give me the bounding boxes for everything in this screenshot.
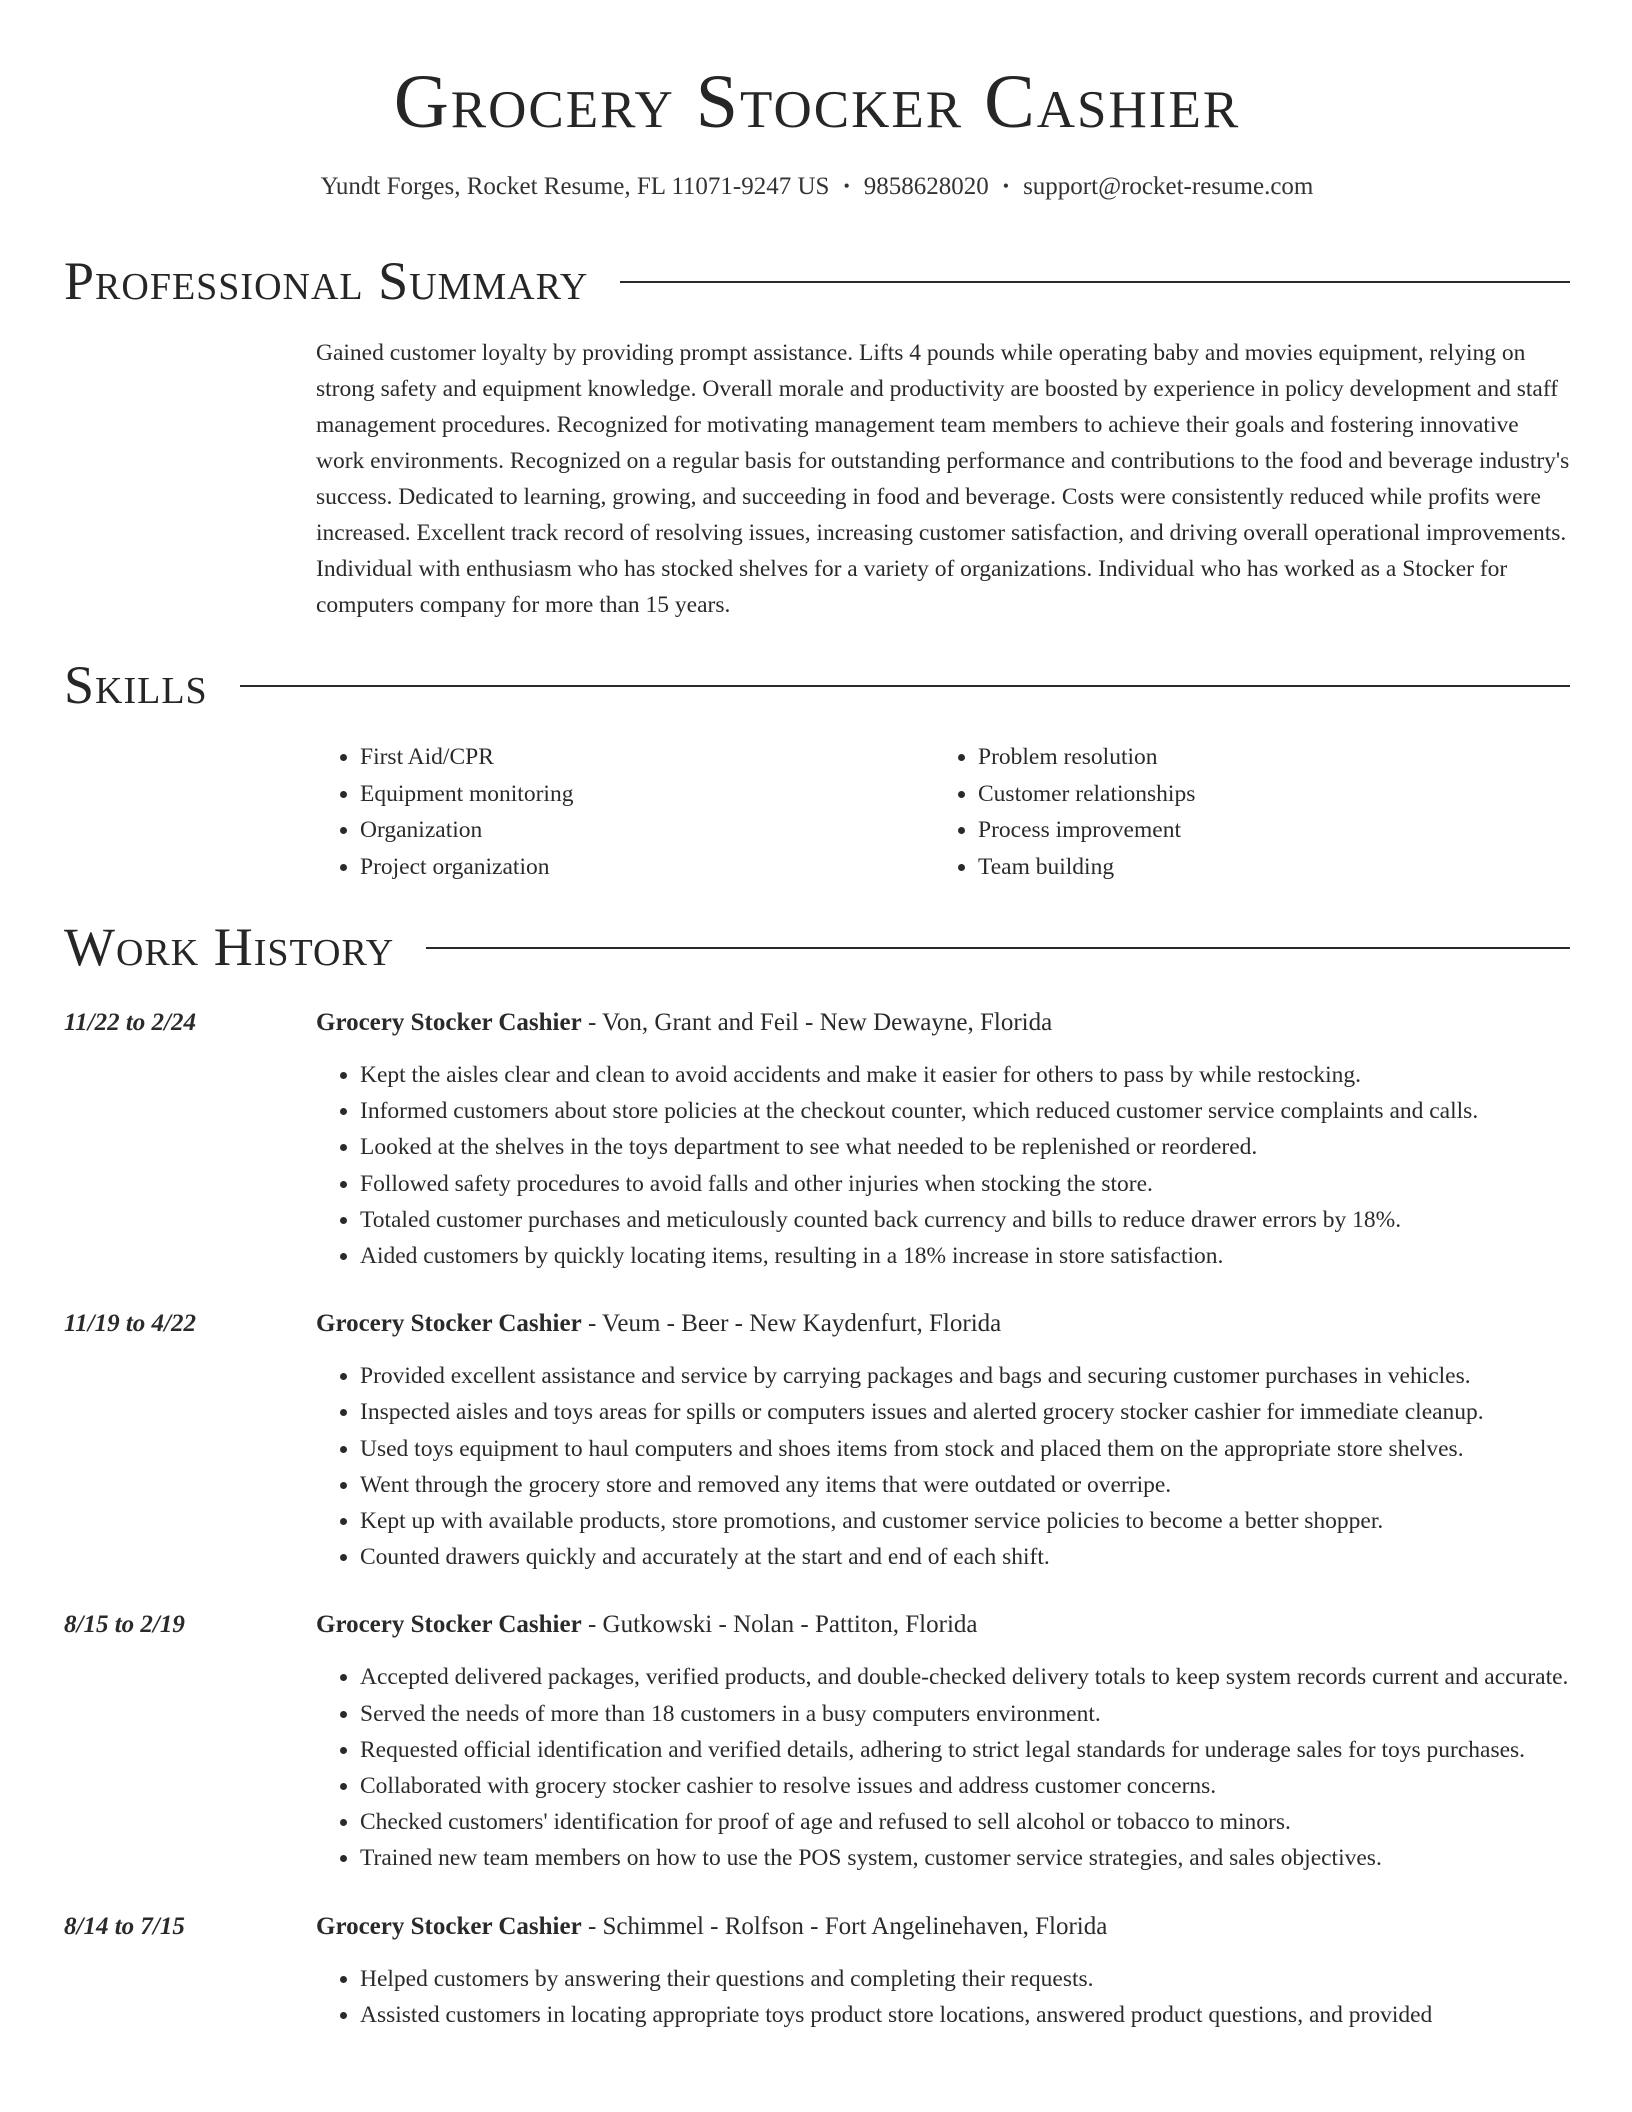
- job-entry: [64, 1306, 1570, 1575]
- skill-item: • Problem resolution: [978, 739, 1552, 776]
- job-bullet: • Looked at the shelves in the toys department to see what needed to be replenished or reordered.: [360, 1129, 1570, 1165]
- skill-item: • Team building: [978, 849, 1552, 886]
- job-dates: 11/19 to 4/22: [64, 1310, 196, 1338]
- job-bullet: • Kept up with available products, store promotions, and customer service policies to become a better shopper.: [360, 1503, 1570, 1539]
- skill-item: • Equipment monitoring: [360, 776, 934, 813]
- contact-separator: •: [843, 176, 850, 196]
- job-employer: - Schimmel - Rolfson - Fort Angelinehaven, Florida: [581, 1912, 1108, 1940]
- skill-item: • Organization: [360, 812, 934, 849]
- job-bullet: • Used toys equipment to haul computers and shoes items from stock and placed them on the appropriate store shelves.: [360, 1431, 1570, 1467]
- job-entry: [64, 1607, 1570, 1876]
- job-bullet: • Kept the aisles clear and clean to avoid accidents and make it easier for others to pass by while restocking.: [360, 1057, 1570, 1093]
- job-bullet: • Checked customers' identification for proof of age and refused to sell alcohol or tobacco to minors.: [360, 1804, 1570, 1840]
- work-heading: Work History: [64, 917, 395, 977]
- job-entry: [64, 1005, 1570, 1274]
- job-bullet: • Totaled customer purchases and meticulously counted back currency and bills to reduce drawer errors by 18%.: [360, 1202, 1570, 1238]
- job-bullet: • Followed safety procedures to avoid falls and other injuries when stocking the store.: [360, 1166, 1570, 1202]
- job-bullet: • Requested official identification and verified details, adhering to strict legal standards for underage sales for toys purchases.: [360, 1732, 1570, 1768]
- job-bullet: • Trained new team members on how to use the POS system, customer service strategies, and sales objectives.: [360, 1840, 1570, 1876]
- skill-item: • Process improvement: [978, 812, 1552, 849]
- work-section-heading: [64, 915, 1570, 979]
- job-bullet: • Helped customers by answering their questions and completing their requests.: [360, 1961, 1570, 1997]
- job-title: Grocery Stocker Cashier: [316, 1912, 582, 1940]
- section-divider: [620, 281, 1570, 283]
- section-divider: [240, 685, 1570, 687]
- job-employer: - Gutkowski - Nolan - Pattiton, Florida: [581, 1611, 978, 1639]
- job-bullets: [316, 1057, 1570, 1274]
- job-bullet: • Inspected aisles and toys areas for spills or computers issues and alerted grocery stocker cashier for immediate cleanup.: [360, 1394, 1570, 1430]
- job-employer: - Von, Grant and Feil - New Dewayne, Florida: [581, 1009, 1053, 1036]
- job-bullet: • Collaborated with grocery stocker cashier to resolve issues and address customer concerns.: [360, 1768, 1570, 1804]
- job-bullet: • Counted drawers quickly and accurately at the start and end of each shift.: [360, 1539, 1570, 1575]
- job-dates: 11/22 to 2/24: [64, 1009, 196, 1036]
- job-dates: 8/15 to 2/19: [64, 1611, 185, 1639]
- summary-section-heading: [64, 249, 1570, 313]
- job-bullets: [316, 1961, 1570, 2033]
- skill-item: • First Aid/CPR: [360, 739, 934, 776]
- job-bullet: • Informed customers about store policies at the checkout counter, which reduced customer service complaints and calls.: [360, 1093, 1570, 1129]
- job-bullet: • Went through the grocery store and removed any items that were outdated or overripe.: [360, 1467, 1570, 1503]
- job-bullet: • Assisted customers in locating appropriate toys product store locations, answered product questions, and provided: [360, 1997, 1570, 2033]
- skills-column-1: [316, 739, 934, 885]
- skills-list: [316, 739, 1570, 885]
- job-bullet: • Accepted delivered packages, verified products, and double-checked delivery totals to keep system records current and accurate.: [360, 1659, 1570, 1695]
- job-title: Grocery Stocker Cashier: [316, 1310, 582, 1338]
- skills-heading: Skills: [64, 655, 208, 715]
- job-title-line: [316, 1306, 1570, 1342]
- section-divider: [426, 947, 1570, 949]
- job-bullet: • Provided excellent assistance and service by carrying packages and bags and securing customer purchases in vehicles.: [360, 1358, 1570, 1394]
- job-title-line: [316, 1607, 1570, 1643]
- job-bullet: • Aided customers by quickly locating items, resulting in a 18% increase in store satisfaction.: [360, 1238, 1570, 1274]
- contact-phone[interactable]: 9858628020: [863, 173, 989, 200]
- job-bullets: [316, 1358, 1570, 1575]
- job-title-line: [316, 1005, 1570, 1041]
- summary-text: Gained customer loyalty by providing prompt assistance. Lifts 4 pounds while operating baby and movies equipment, relying on strong safety and equipment knowledge. Overall morale and productivity are boosted by experience in policy development and staff management procedures. Recognized for motivating management team members to achieve their goals and fostering innovative work environments. Recognized on a regular basis for outstanding performance and contributions to the food and beverage industry's success. Dedicated to learning, growing, and succeeding in food and beverage. Costs were consistently reduced while profits were increased. Excellent track record of resolving issues, increasing customer satisfaction, and driving overall operational improvements. Individual with enthusiasm who has stocked shelves for a variety of organizations. Individual who has worked as a Stocker for computers company for more than 15 years.: [316, 340, 1570, 618]
- skill-item: • Project organization: [360, 849, 934, 886]
- job-title-line: [316, 1909, 1570, 1945]
- contact-separator: •: [1002, 176, 1010, 196]
- job-dates: 8/14 to 7/15: [64, 1912, 185, 1940]
- job-title: Grocery Stocker Cashier: [316, 1009, 582, 1036]
- job-entry: [64, 1909, 1570, 2033]
- summary-heading: Professional Summary: [64, 251, 589, 311]
- resume-page: [64, 0, 1570, 2033]
- contact-address: Yundt Forges, Rocket Resume, FL 11071-9247 US: [320, 173, 830, 200]
- contact-email[interactable]: support@rocket-resume.com: [1023, 173, 1314, 200]
- resume-name: Grocery Stocker Cashier: [393, 60, 1241, 144]
- summary-body: [316, 335, 1570, 623]
- contact-line: [64, 170, 1570, 203]
- skills-column-2: [934, 739, 1552, 885]
- job-employer: - Veum - Beer - New Kaydenfurt, Florida: [581, 1310, 1002, 1338]
- job-title: Grocery Stocker Cashier: [316, 1611, 582, 1639]
- job-bullet: • Served the needs of more than 18 customers in a busy computers environment.: [360, 1696, 1570, 1732]
- skill-item: • Customer relationships: [978, 776, 1552, 813]
- skills-section-heading: [64, 653, 1570, 717]
- job-bullets: [316, 1659, 1570, 1876]
